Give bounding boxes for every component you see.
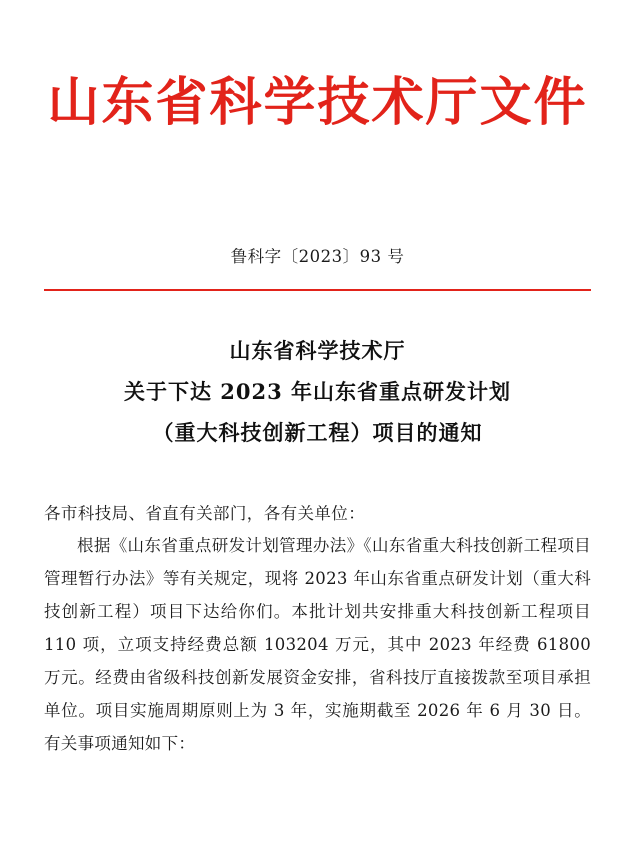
- red-divider-rule: [44, 289, 591, 291]
- document-number: 鲁科字〔2023〕93 号: [230, 247, 405, 267]
- document-page: [0, 74, 635, 863]
- title-line-2: 关于下达 2023 年山东省重点研发计划: [123, 379, 512, 405]
- document-header-title: 山东省科学技术厅文件: [47, 72, 588, 133]
- document-title-block: [44, 331, 591, 454]
- body-paragraph: 根据《山东省重点研发计划管理办法》《山东省重大科技创新工程项目管理暂行办法》等有关规定，现将 2023 年山东省重点研发计划（重大科技创新工程）项目下达给你们。本批计划共安排重大科技创新工程项目 110 项，立项支持经费总额 103204 万元，其中 2023 年经费 61800 万元。经费由省级科技创新发展资金安排，省科技厅直接拨款至项目承担单位。项目实施周期原则上为 3 年，实施期截至 2026 年 6 月 30 日。有关事项通知如下：: [44, 536, 591, 754]
- title-line-3: （重大科技创新工程）项目的通知: [152, 420, 483, 446]
- title-line-1: 山东省科学技术厅: [229, 338, 406, 364]
- salutation: 各市科技局、省直有关部门，各有关单位：: [44, 504, 366, 523]
